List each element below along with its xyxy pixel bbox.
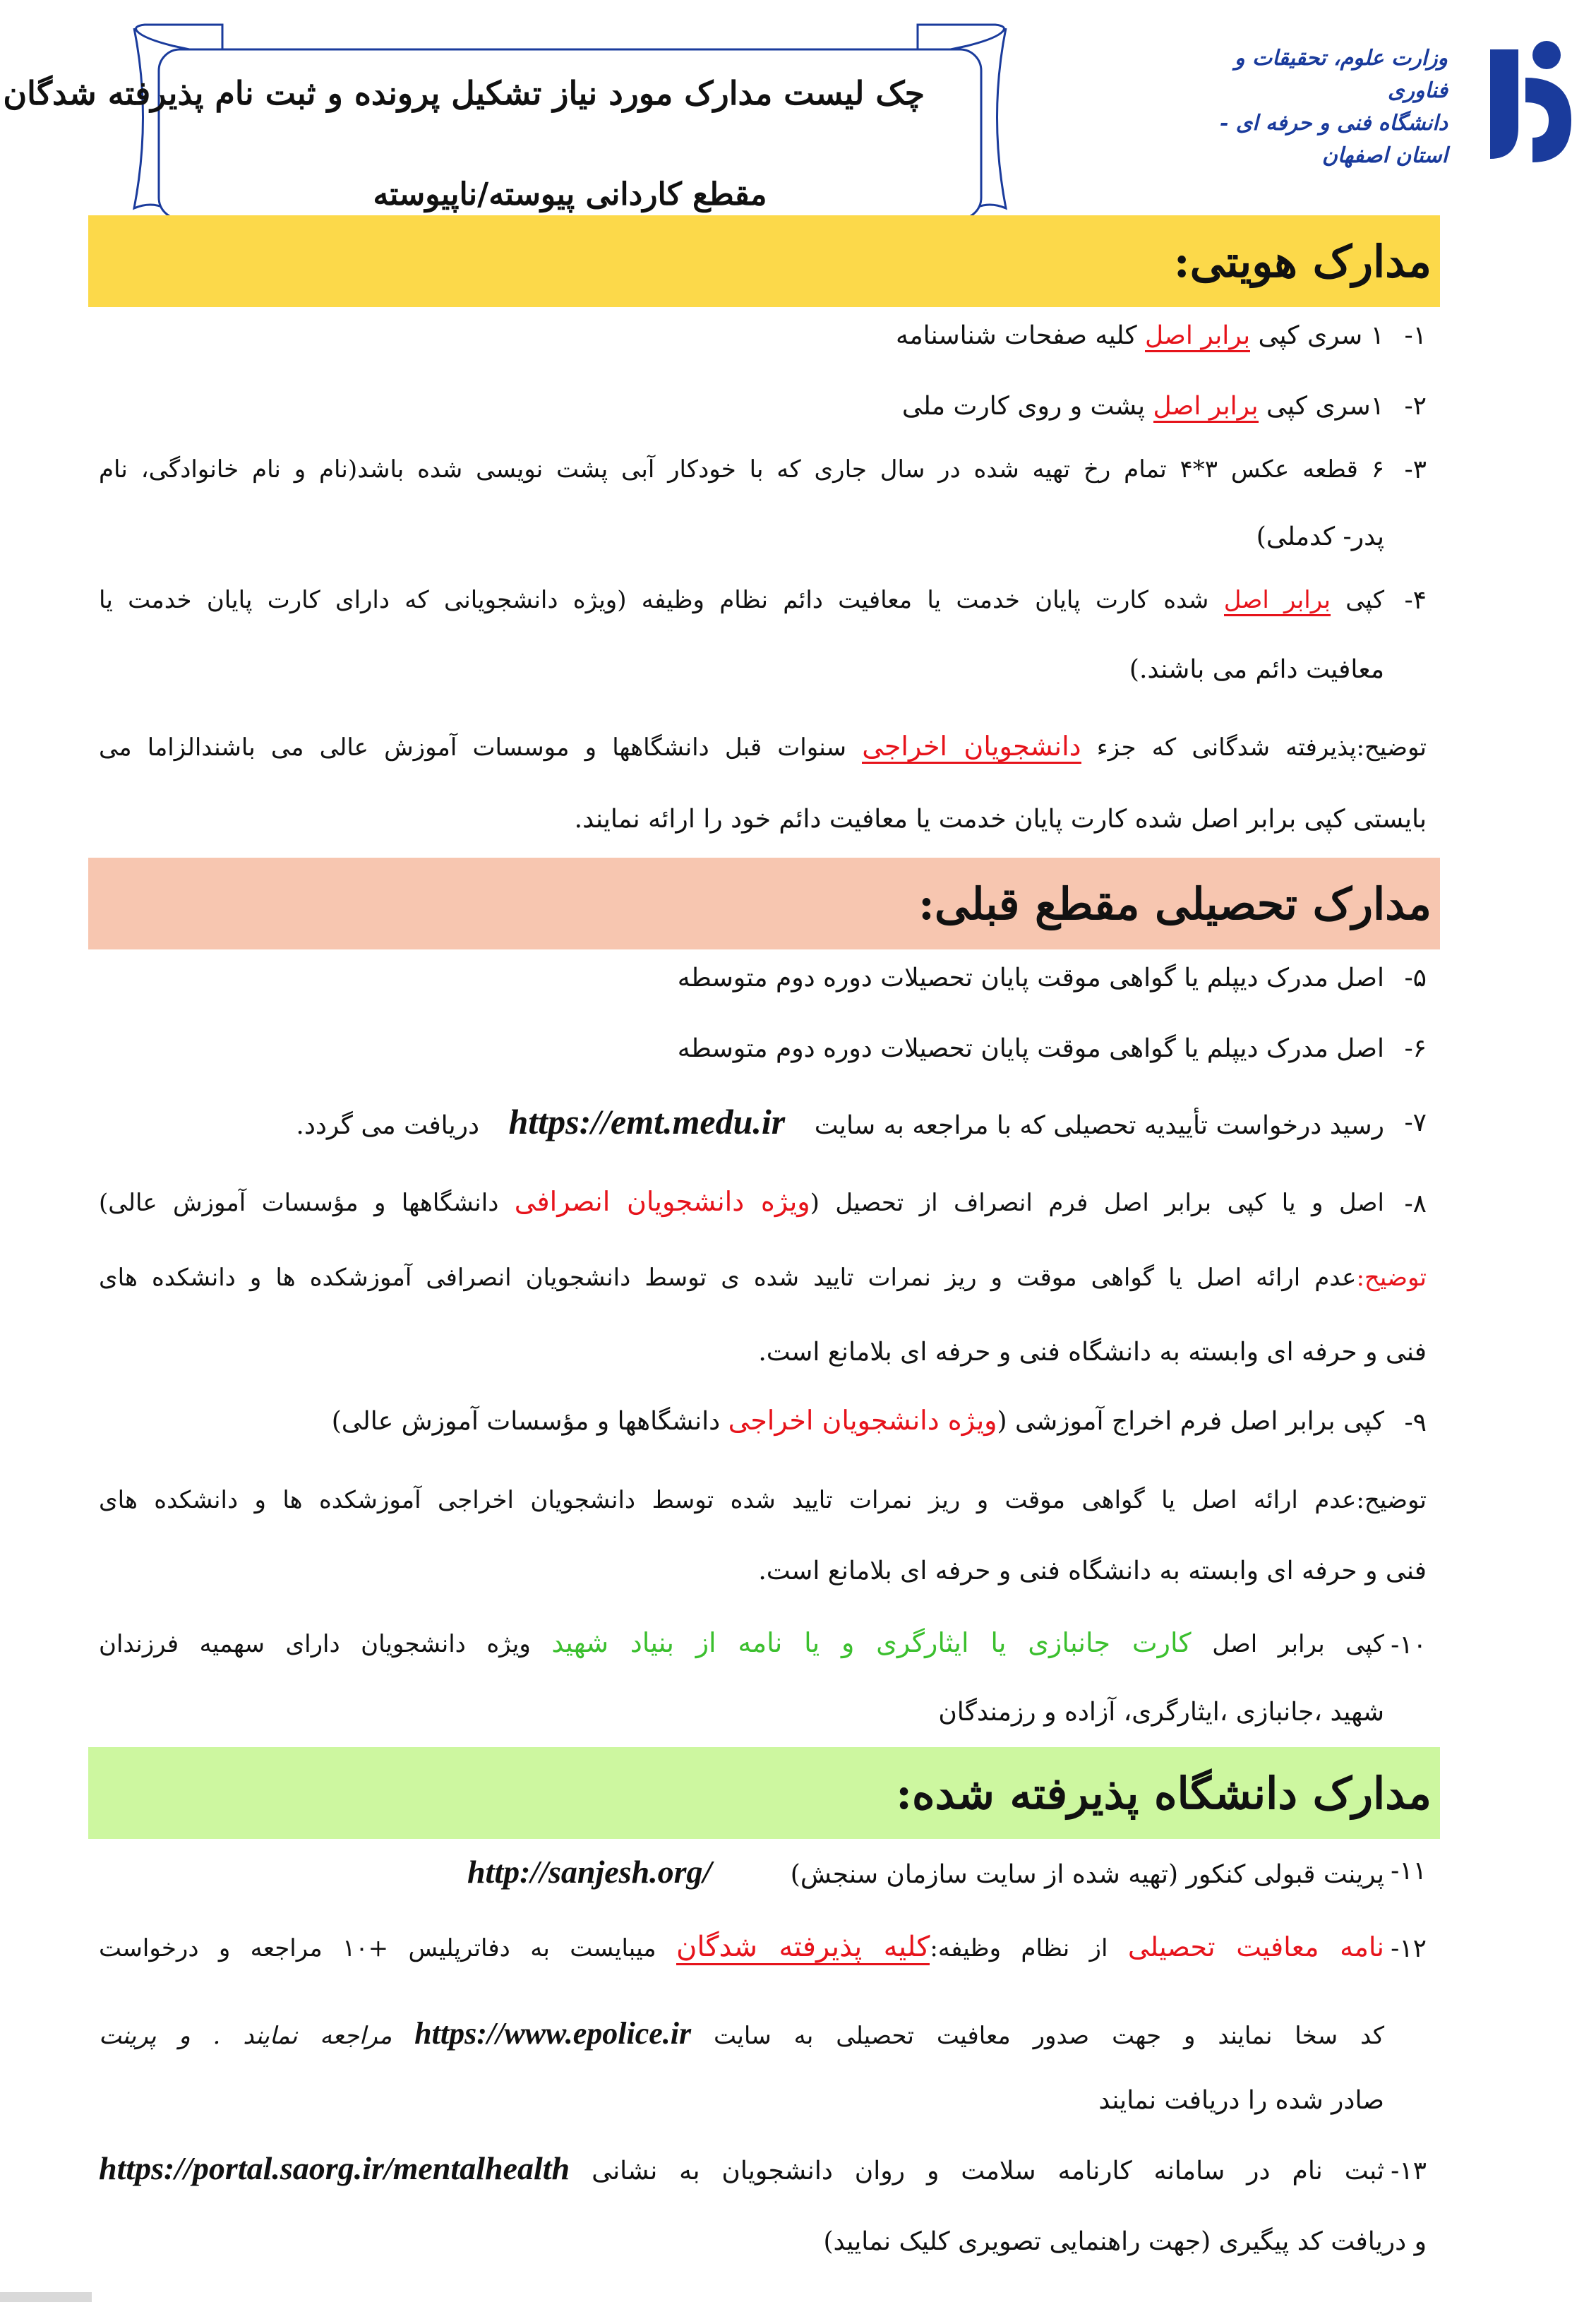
section-identity-header <box>88 215 1440 307</box>
note-text: سنوات قبل دانشگاهها و موسسات آموزش عالی می باشندالزاما می <box>99 733 847 762</box>
item-number: ۱۲- <box>1391 1934 1427 1963</box>
item-3-line-1: ۶ قطعه عکس ۳*۴ تمام رخ تهیه شده در سال جاری که با خودکار آبی پشت نویسی شده باشد(نام و نام خانوادگی، نام <box>99 455 1384 484</box>
footer-strip <box>0 2292 92 2302</box>
item-number: ۲- <box>1404 392 1427 421</box>
item-number: ۶- <box>1404 1034 1427 1063</box>
highlight-text: برابر اصل <box>1224 586 1331 616</box>
item-12-line-3: صادر شده را دریافت نمایند <box>1098 2086 1384 2115</box>
item-number: ۱۳- <box>1391 2157 1427 2186</box>
highlight-text: نامه معافیت تحصیلی <box>1127 1931 1385 1962</box>
note-3-line-1: توضیح:عدم ارائه اصل یا گواهی موقت و ریز نمرات تایید شده توسط دانشجویان اخراجی آموزشکده ها و دانشکده های <box>99 1486 1427 1514</box>
highlight-text: برابر اصل <box>1153 392 1259 423</box>
item-text: کپی برابر اصل فرم اخراج آموزشی ( <box>997 1407 1384 1436</box>
item-number: ۵- <box>1404 964 1427 993</box>
item-1 <box>896 321 1384 350</box>
item-text: دانشگاهها و مؤسسات آموزش عالی) <box>331 1407 721 1436</box>
item-text: شده کارت پایان خدمت یا معافیت دائم نظام وظیفه (ویژه دانشجویانی که دارای کارت پایان خدمت یا <box>99 586 1209 614</box>
mentalhealth-link[interactable]: https://portal.saorg.ir/mentalhealth <box>99 2150 570 2186</box>
item-13-line-2: و دریافت کد پیگیری (جهت راهنمایی تصویری کلیک نمایید) <box>823 2227 1427 2256</box>
ministry-caption <box>1180 42 1448 172</box>
item-4-line-2: معافیت دائم می باشند.) <box>1129 655 1384 684</box>
item-text: اصل و یا کپی برابر اصل فرم انصراف از تحصیل ( <box>810 1189 1384 1217</box>
item-number: ۴- <box>1404 586 1427 615</box>
item-text: ۱ سری کپی <box>1258 321 1384 350</box>
item-text: مراجعه نمایند . و پرینت <box>99 2022 392 2050</box>
item-text: رسید درخواست تأییدیه تحصیلی که با مراجعه به سایت <box>814 1111 1384 1140</box>
item-3-line-2: پدر- کدملی) <box>1256 522 1384 551</box>
item-number: ۸- <box>1404 1189 1427 1218</box>
item-text: از نظام وظیفه: <box>930 1934 1108 1962</box>
epolice-link[interactable]: https://www.epolice.ir <box>414 2016 692 2051</box>
section-education-header <box>88 858 1440 949</box>
item-text: پرینت قبولی کنکور (تهیه شده از سایت سازمان سنجش) <box>790 1860 1384 1889</box>
item-text: دریافت می گردد. <box>296 1111 480 1140</box>
item-number: ۷- <box>1404 1108 1427 1137</box>
note-1-line-2: بایستی کپی برابر اصل شده کارت پایان خدمت یا معافیت دائم خود را ارائه نمایند. <box>574 805 1427 834</box>
item-12-line-2 <box>99 2015 1384 2051</box>
item-text: کپی برابر اصل <box>1212 1630 1384 1658</box>
item-2 <box>902 392 1384 421</box>
university-line: دانشگاه فنی و حرفه ای - استان اصفهان <box>1219 111 1448 168</box>
highlight-text: ویژه دانشجویان اخراجی <box>728 1405 997 1436</box>
note-1-line-1 <box>99 731 1427 762</box>
item-number: ۹- <box>1404 1408 1427 1437</box>
item-12-line-1 <box>99 1931 1384 1963</box>
note-2-line-2: فنی و حرفه ای وابسته به دانشگاه فنی و حرفه ای بلامانع است. <box>758 1338 1427 1367</box>
item-text: ویژه دانشجویان دارای سهمیه فرزندان <box>99 1630 531 1658</box>
item-text: کپی <box>1345 586 1385 614</box>
item-4-line-1 <box>99 586 1384 614</box>
note-2-line-1 <box>99 1264 1427 1292</box>
note-text: توضیح:پذیرفته شدگانی که جزء <box>1096 733 1427 762</box>
item-number: ۱۰- <box>1391 1631 1427 1660</box>
section-university-title: مدارک دانشگاه پذیرفته شده: <box>896 1767 1432 1819</box>
section-identity-title: مدارک هویتی: <box>1173 235 1432 287</box>
note-label: توضیح: <box>1356 1264 1427 1292</box>
item-text: کد سخا نمایند و جهت صدور معافیت تحصیلی به سایت <box>714 2022 1385 2050</box>
item-number: ۱۱- <box>1391 1857 1427 1886</box>
note-text: عدم ارائه اصل یا گواهی موقت و ریز نمرات تایید شده ی توسط دانشجویان انصرافی آموزشکده ها و دانشکده های <box>99 1264 1357 1292</box>
ministry-line: وزارت علوم، تحقیقات و فناوری <box>1235 46 1448 103</box>
highlight-text: کلیه پذیرفته شدگان <box>676 1931 930 1965</box>
university-logo-icon <box>1472 35 1578 169</box>
highlight-text: ویژه دانشجویان انصرافی <box>514 1186 810 1217</box>
highlight-text: دانشجویان اخراجی <box>862 731 1081 764</box>
item-text: دانشگاهها و مؤسسات آموزش عالی) <box>99 1189 499 1217</box>
page-subtitle: مقطع کاردانی پیوسته/ناپیوسته <box>373 176 767 212</box>
item-text: میبایست به دفاترپلیس +۱۰ مراجعه و درخواست <box>99 1934 656 1962</box>
item-text: پشت و روی کارت ملی <box>901 392 1146 421</box>
title-banner <box>3 18 1009 226</box>
item-10-line-1 <box>99 1627 1384 1658</box>
note-3-line-2: فنی و حرفه ای وابسته به دانشگاه فنی و حرفه ای بلامانع است. <box>758 1557 1427 1585</box>
item-number: ۱- <box>1404 321 1427 350</box>
highlight-text: کارت جانبازی یا ایثارگری و یا نامه از بنیاد شهید <box>551 1627 1192 1658</box>
item-7 <box>296 1101 1384 1142</box>
item-11 <box>467 1853 1384 1890</box>
item-6: اصل مدرک دیپلم یا گواهی موقت پایان تحصیلات دوره دوم متوسطه <box>677 1034 1384 1063</box>
emt-link[interactable]: https://emt.medu.ir <box>508 1102 786 1141</box>
section-university-header <box>88 1747 1440 1839</box>
item-10-line-2: شهید ،جانبازی ،ایثارگری، آزاده و رزمندگان <box>938 1698 1384 1727</box>
section-education-title: مدارک تحصیلی مقطع قبلی: <box>918 877 1432 930</box>
item-9 <box>332 1405 1384 1436</box>
item-text: کلیه صفحات شناسنامه <box>896 321 1137 350</box>
item-8 <box>99 1186 1384 1217</box>
item-number: ۳- <box>1404 455 1427 484</box>
item-13-line-1 <box>99 2150 1384 2187</box>
page-title: چک لیست مدارک مورد نیاز تشکیل پرونده و ثبت نام پذیرفته شدگان <box>3 74 925 112</box>
highlight-text: برابر اصل <box>1145 321 1250 352</box>
item-5: اصل مدرک دیپلم یا گواهی موقت پایان تحصیلات دوره دوم متوسطه <box>677 964 1384 993</box>
item-text: ۱سری کپی <box>1266 392 1384 421</box>
item-text: ثبت نام در سامانه کارنامه سلامت و روان دانشجویان به نشانی <box>592 2157 1384 2186</box>
sanjesh-link[interactable]: http://sanjesh.org/ <box>467 1854 712 1890</box>
